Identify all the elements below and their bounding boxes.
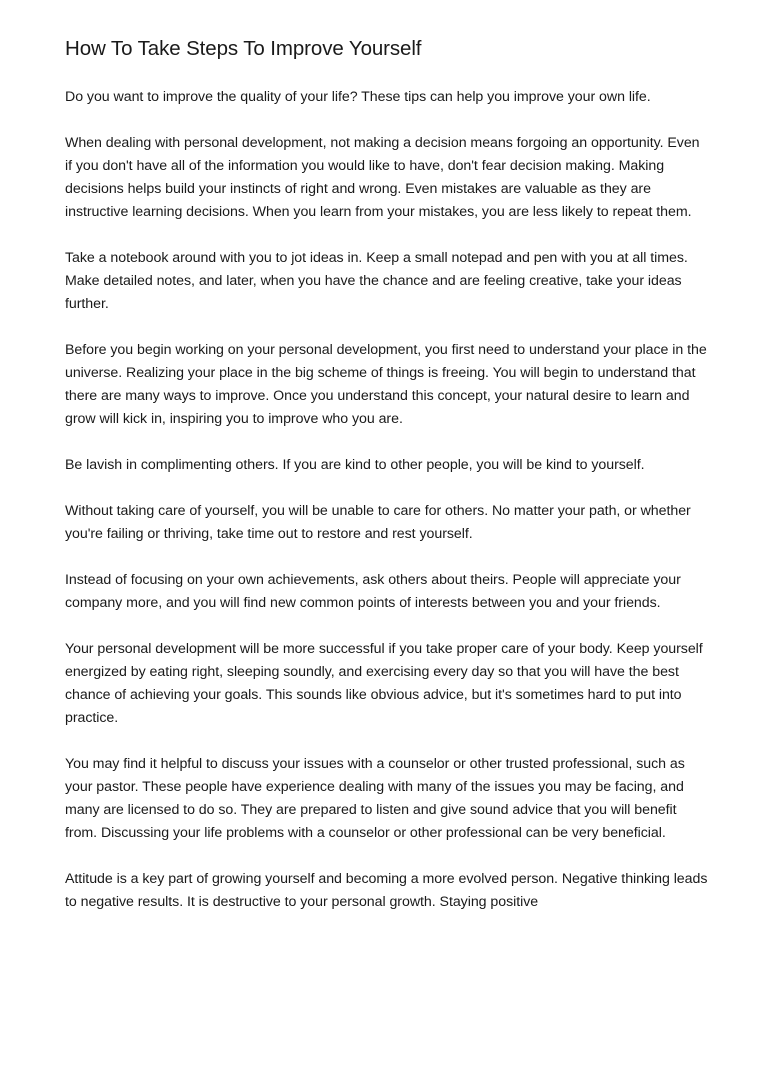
paragraph-compliments: Be lavish in complimenting others. If you are kind to other people, you will be kind to yourself. xyxy=(65,457,645,473)
paragraph-universe: Before you begin working on your personal development, you first need to understand your place in the universe. Realizing your place in the big scheme of things is freeing. You will begin to understand that there are many ways to improve. Once you understand this concept, your natural desire to learn and grow will kick in, inspiring you to improve who you are. xyxy=(65,342,707,427)
paragraph-counselor: You may find it helpful to discuss your issues with a counselor or other trusted professional, such as your pastor. These people have experience dealing with many of the issues you may be facing, and many are licensed to do so. They are prepared to listen and give sound advice that you will benefit from. Discussing your life problems with a counselor or other professional can be very beneficial. xyxy=(65,756,685,841)
paragraph-decisions: When dealing with personal development, not making a decision means forgoing an opportunity. Even if you don't have all of the information you would like to have, don't fear decision making. Making decisions helps build your instincts of right and wrong. Even mistakes are valuable as they are instructive learning decisions. When you learn from your mistakes, you are less likely to repeat them. xyxy=(65,135,700,220)
document-page xyxy=(65,36,710,937)
paragraph-others-achievements: Instead of focusing on your own achievements, ask others about theirs. People will appreciate your company more, and you will find new common points of interests between you and your friends. xyxy=(65,572,681,611)
document-title: How To Take Steps To Improve Yourself xyxy=(65,37,422,60)
paragraph-notebook: Take a notebook around with you to jot ideas in. Keep a small notepad and pen with you at all times. Make detailed notes, and later, when you have the chance and are feeling creative, take your ideas further. xyxy=(65,250,688,312)
paragraph-intro: Do you want to improve the quality of your life? These tips can help you improve your own life. xyxy=(65,89,651,105)
paragraph-self-care: Without taking care of yourself, you will be unable to care for others. No matter your path, or whether you're failing or thriving, take time out to restore and rest yourself. xyxy=(65,503,691,542)
paragraph-body-care: Your personal development will be more successful if you take proper care of your body. Keep yourself energized by eating right, sleeping soundly, and exercising every day so that you will have the best chance of achieving your goals. This sounds like obvious advice, but it's sometimes hard to put into practice. xyxy=(65,641,703,726)
paragraph-attitude: Attitude is a key part of growing yourself and becoming a more evolved person. Negative thinking leads to negative results. It is destructive to your personal growth. Staying positive xyxy=(65,871,708,910)
